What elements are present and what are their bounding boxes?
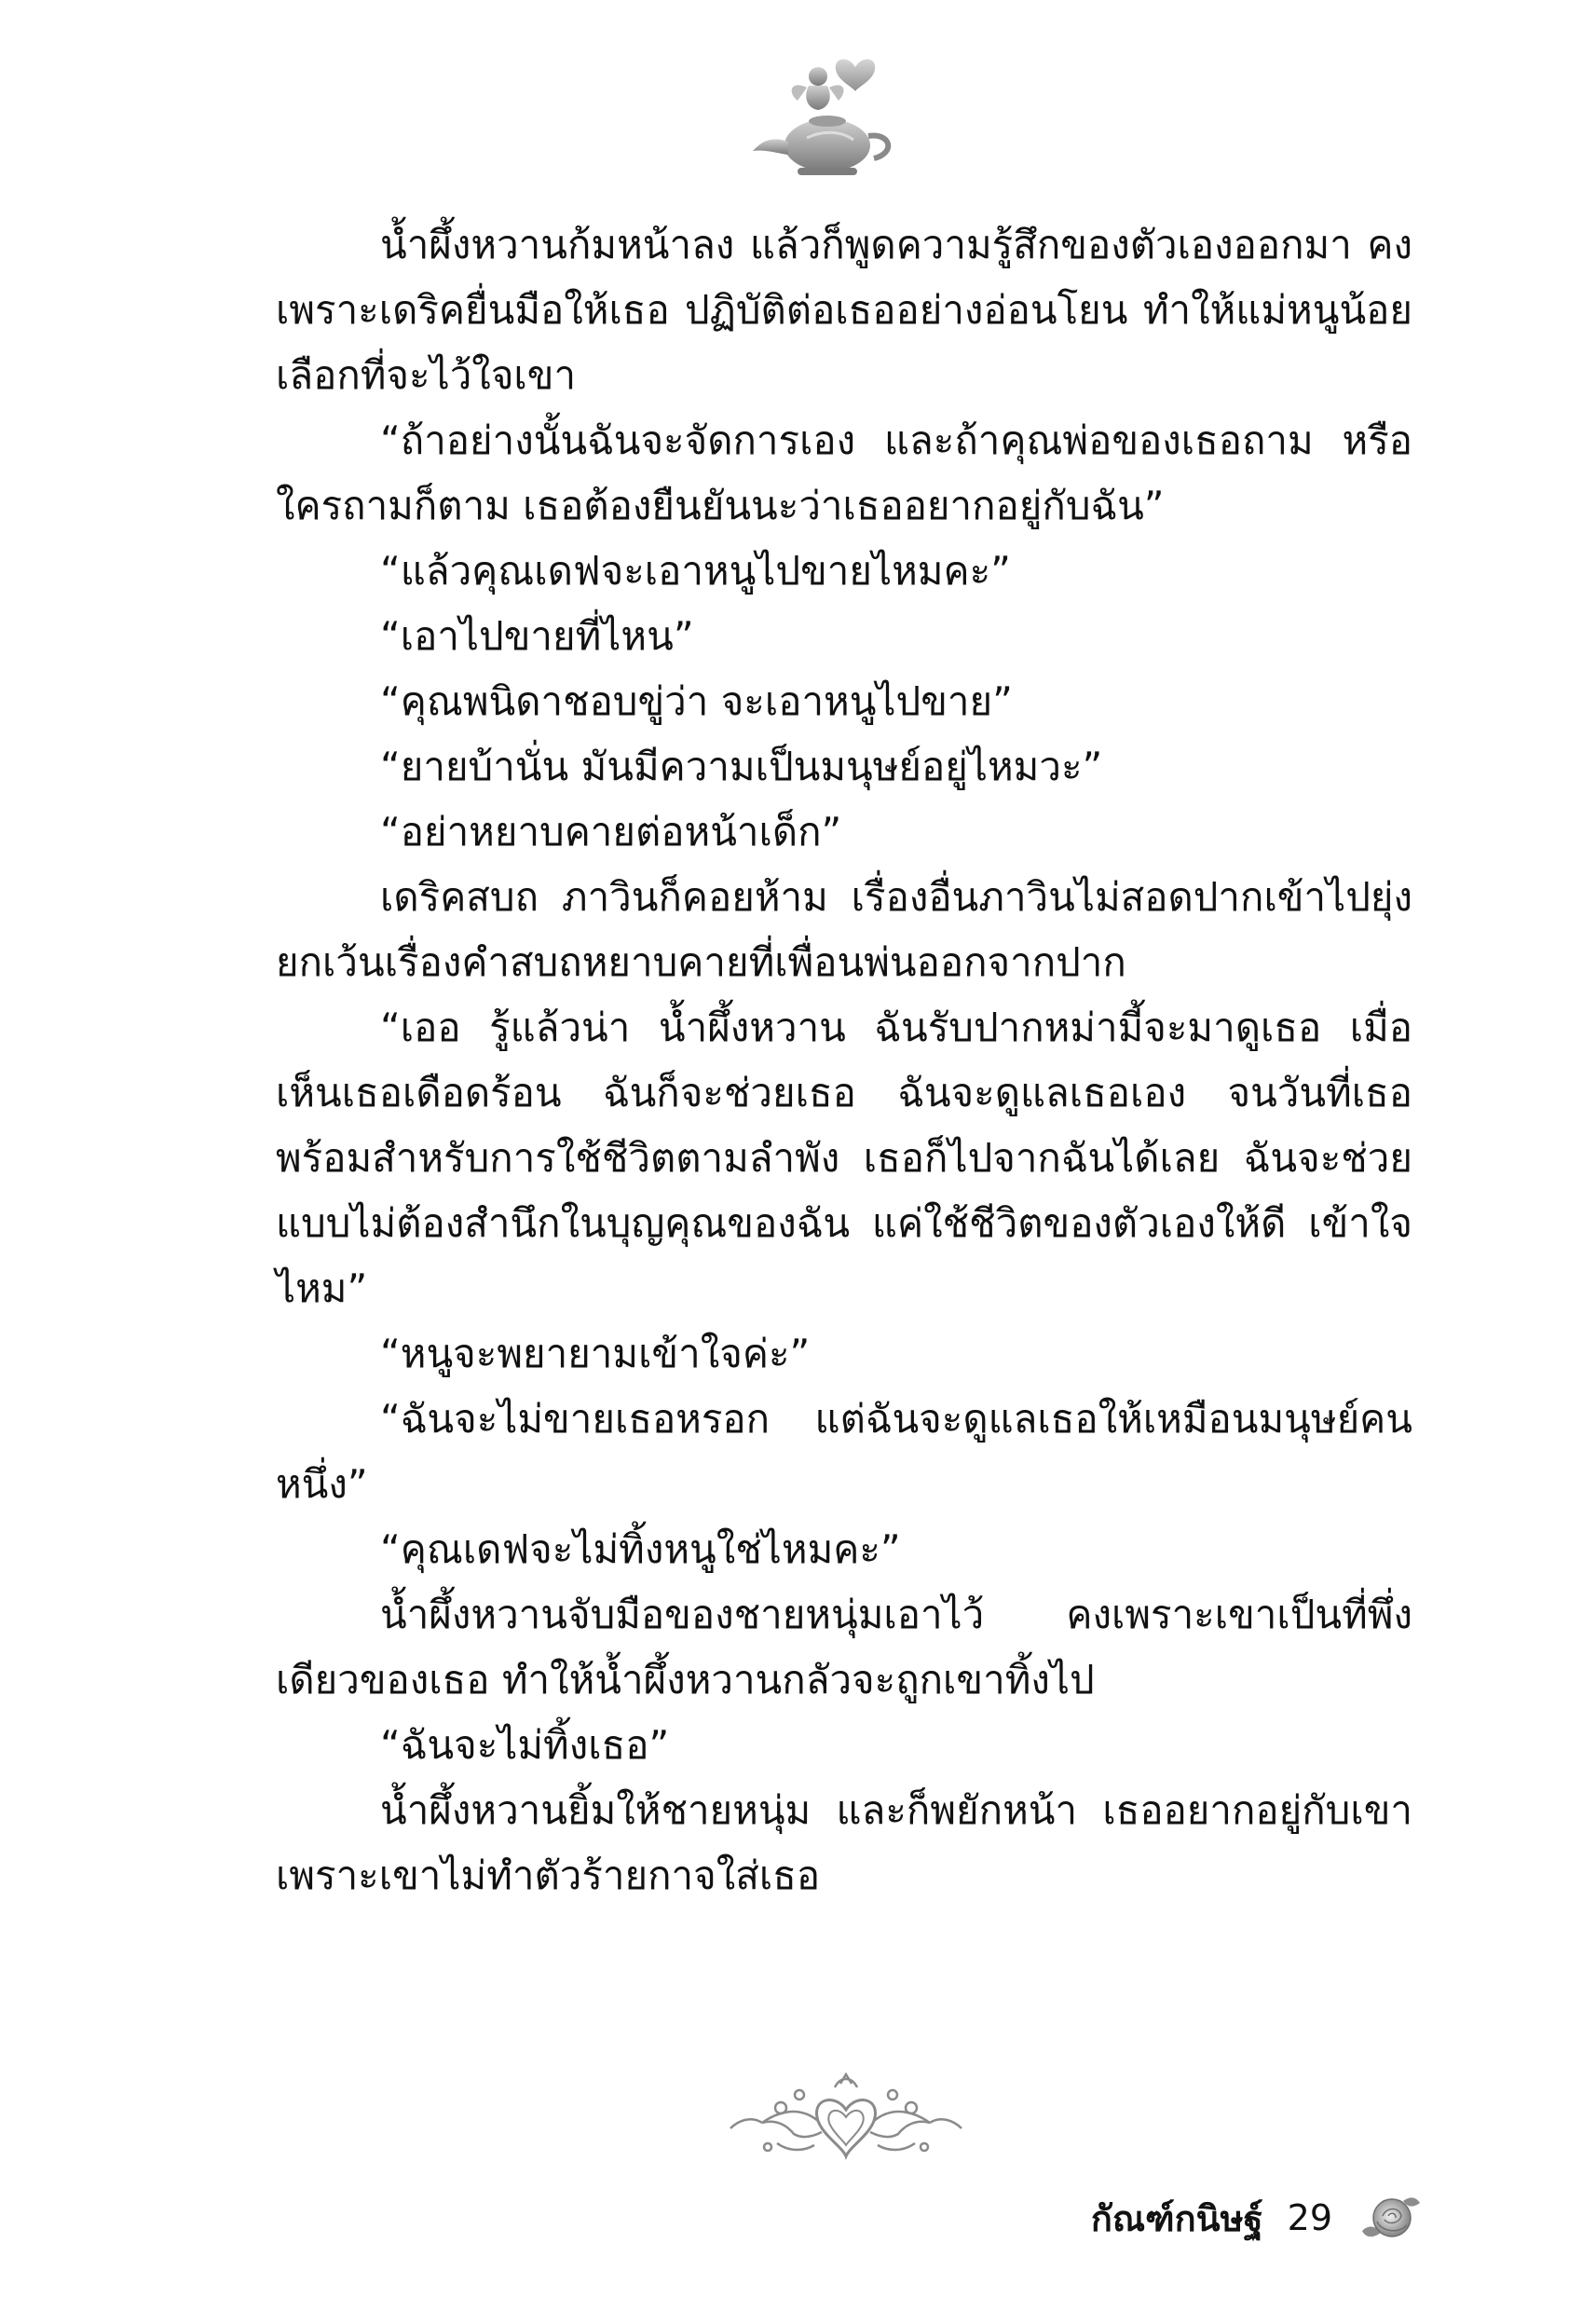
paragraph: “ฉันจะไม่ทิ้งเธอ”: [380, 1722, 670, 1768]
teapot-cupid-ornament-icon: [751, 48, 909, 188]
paragraph: “ถ้าอย่างนั้นฉันจะจัดการเอง และถ้าคุณพ่อของเธอถาม หรือใครถามก็ตาม เธอต้องยืนยันนะว่าเธออยากอยู่กับฉัน”: [276, 417, 1412, 528]
paragraph: น้ำผึ้งหวานยิ้มให้ชายหนุ่ม และก็พยักหน้า เธออยากอยู่กับเขาเพราะเขาไม่ทำตัวร้ายกาจใส่เธอ: [276, 1787, 1412, 1898]
heart-flourish-ornament-icon: [725, 2067, 967, 2179]
paragraph: “คุณพนิดาชอบขู่ว่า จะเอาหนูไปขาย”: [380, 678, 1013, 724]
page-number: 29: [1287, 2197, 1332, 2238]
paragraph: “คุณเดฟจะไม่ทิ้งหนูใช่ไหมคะ”: [380, 1526, 901, 1572]
paragraph: น้ำผึ้งหวานจับมือของชายหนุ่มเอาไว้ คงเพราะเขาเป็นที่พึ่งเดียวของเธอ ทำให้น้ำผึ้งหวานกลัวจะถูกเขาทิ้งไป: [276, 1592, 1412, 1702]
paragraph: “ฉันจะไม่ขายเธอหรอก แต่ฉันจะดูแลเธอให้เหมือนมนุษย์คนหนึ่ง”: [276, 1396, 1412, 1507]
book-title: กัณฑ์กนิษฐ์: [1090, 2197, 1263, 2239]
paragraph: “เอาไปขายที่ไหน”: [380, 613, 694, 659]
paragraph: “แล้วคุณเดฟจะเอาหนูไปขายไหมคะ”: [380, 548, 1011, 594]
paragraph: “อย่าหยาบคายต่อหน้าเด็ก”: [380, 809, 842, 855]
rose-icon: [1357, 2190, 1425, 2246]
paragraph: เดริคสบถ ภาวินก็คอยห้าม เรื่องอื่นภาวินไม่สอดปากเข้าไปยุ่ง ยกเว้นเรื่องคำสบถหยาบคายที่เพื่อนพ่นออกจากปาก: [276, 874, 1412, 985]
paragraph: “ยายบ้านั่น มันมีความเป็นมนุษย์อยู่ไหมวะ”: [380, 744, 1103, 789]
story-text: [276, 212, 1412, 1908]
page-footer: [1071, 2181, 1425, 2255]
paragraph: น้ำผึ้งหวานก้มหน้าลง แล้วก็พูดความรู้สึกของตัวเองออกมา คงเพราะเดริคยื่นมือให้เธอ ปฏิบัติต่อเธออย่างอ่อนโยน ทำให้แม่หนูน้อยเลือกที่จะไว้ใจเขา: [276, 222, 1412, 398]
paragraph: “หนูจะพยายามเข้าใจค่ะ”: [380, 1331, 811, 1376]
paragraph: “เออ รู้แล้วน่า น้ำผึ้งหวาน ฉันรับปากหม่ามี้จะมาดูเธอ เมื่อเห็นเธอเดือดร้อน ฉันก็จะช่วยเธอ ฉันจะดูแลเธอเอง จนวันที่เธอพร้อมสำหรับการใช้ชีวิตตามลำพัง เธอก็ไปจากฉันได้เลย ฉันจะช่วยแบบไม่ต้องสำนึกในบุญคุณของฉัน แค่ใช้ชีวิตของตัวเองให้ดี เข้าใจไหม”: [276, 1005, 1412, 1311]
